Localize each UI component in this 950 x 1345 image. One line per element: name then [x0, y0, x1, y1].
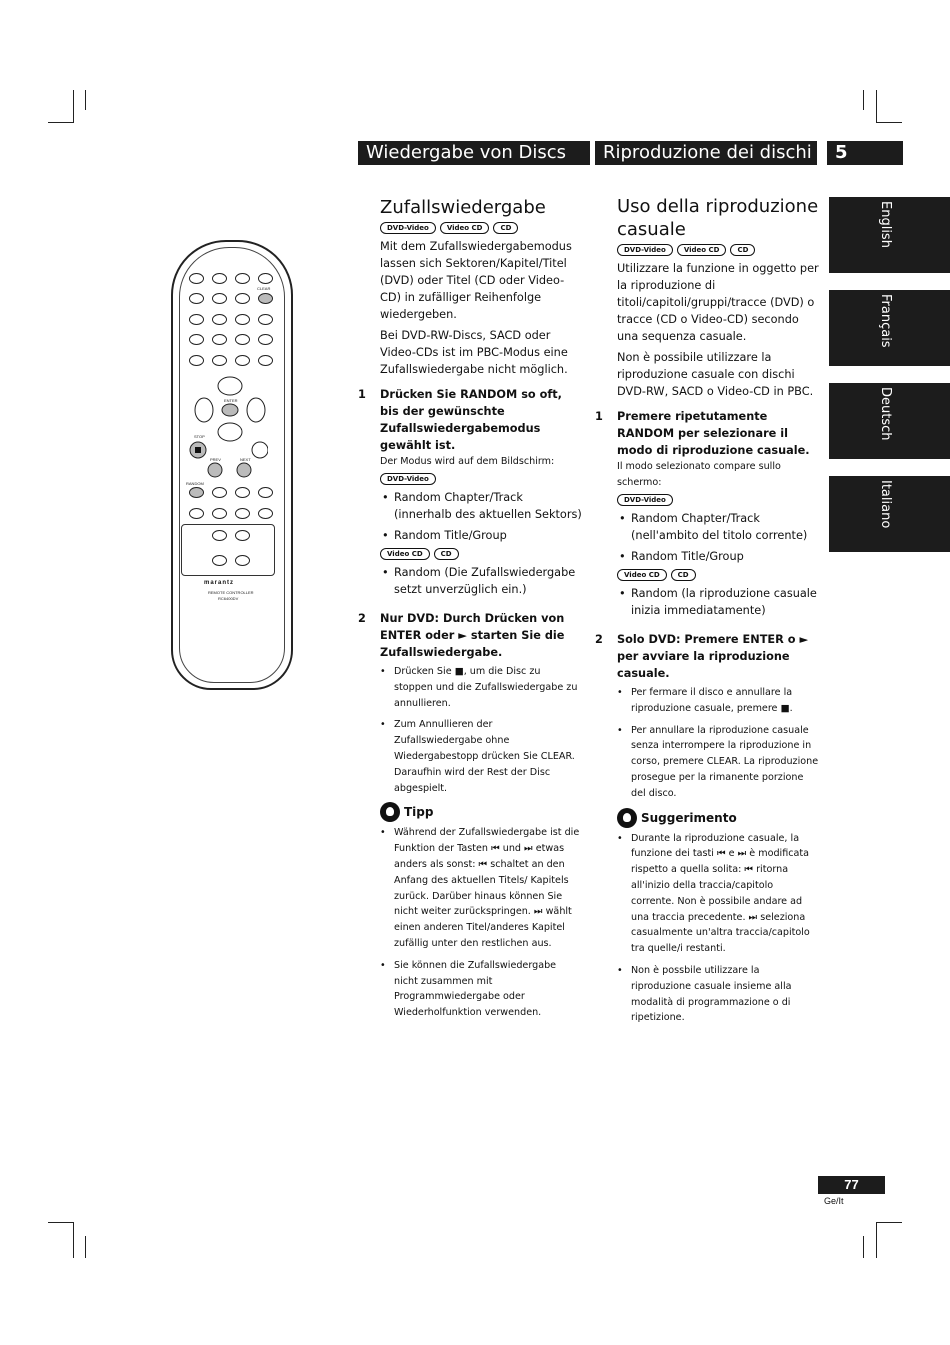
remote-button — [235, 293, 250, 304]
list-item: • Random Title/Group — [380, 527, 582, 544]
list-item: • Random Chapter/Track (innerhalb des aktuellen Sektors) — [380, 489, 582, 523]
remote-button — [212, 487, 227, 498]
lightbulb-icon — [380, 802, 400, 822]
remote-clear-label: CLEAR — [257, 286, 271, 291]
remote-button — [258, 334, 273, 345]
crop-mark — [48, 122, 74, 123]
italian-title: Uso della riproduzione casuale — [617, 196, 819, 240]
remote-button — [258, 487, 273, 498]
remote-button — [189, 355, 204, 366]
list-item: • Per fermare il disco e annullare la riproduzione casuale, premere ■. — [617, 685, 819, 717]
german-tip-heading: Tipp — [380, 802, 582, 822]
remote-button — [235, 273, 250, 284]
crop-mark — [876, 1222, 902, 1223]
italian-intro-1: Utilizzare la funzione in oggetto per la riproduzione di titoli/capitoli/gruppi/tracce (DVD) o tracce (CD o Video-CD) secondo una sequenza casuale. — [617, 262, 819, 343]
list-item: • Während der Zufallswiedergabe ist die Funktion der Tasten ⏮ und ⏭ etwas anders als sonst: ⏮ schaltet an den Anfang des aktuellen Titels/ Kapitels zurück. Darüber hinaus können Sie nicht weiter zurückspringen. ⏭ wählt einen anderen Titel/anderes Kapitel zufällig unter den restlichen aus. — [380, 825, 582, 951]
italian-badges — [617, 244, 819, 256]
crop-mark — [73, 1222, 74, 1258]
badge-video-cd: Video CD — [380, 548, 430, 560]
badge-cd: CD — [671, 569, 696, 581]
remote-button — [189, 314, 204, 325]
german-intro-1: Mit dem Zufallswiedergabemodus lassen sich Sektoren/Kapitel/Titel (DVD) oder Titel (CD oder Video-CD) in zufälliger Reihenfolge wiedergeben. — [380, 240, 572, 321]
list-item: • Drücken Sie ■, um die Disc zu stoppen und die Zufallswiedergabe zu annullieren. — [380, 664, 582, 711]
badge-video-cd: Video CD — [617, 569, 667, 581]
italian-step-1-note: Il modo selezionato compare sullo schermo: — [617, 461, 781, 488]
remote-button — [212, 334, 227, 345]
chapter-number: 5 — [827, 141, 903, 165]
badge-video-cd: Video CD — [677, 244, 727, 256]
crop-mark — [876, 122, 902, 123]
remote-button — [212, 508, 227, 519]
remote-button — [258, 293, 273, 304]
german-badges — [380, 222, 582, 234]
remote-button — [235, 487, 250, 498]
italian-intro-2: Non è possibile utilizzare la riproduzione casuale con dischi DVD-RW, SACD o Video-CD in PBC. — [617, 351, 814, 398]
remote-button — [258, 355, 273, 366]
remote-stop-label: STOP — [194, 434, 205, 439]
crop-mark — [85, 1236, 86, 1258]
remote-next-label: NEXT — [240, 457, 251, 462]
remote-prev-label: PREV — [210, 457, 221, 462]
lightbulb-icon — [617, 808, 637, 828]
remote-button — [235, 334, 250, 345]
italian-step-2: 2 Solo DVD: Premere ENTER o ► per avviare la riproduzione casuale. — [595, 633, 809, 680]
list-item: • Zum Annullieren der Zufallswiedergabe ohne Wiedergabestopp drücken Sie CLEAR. Daraufhin wird der Rest der Disc abgespielt. — [380, 717, 582, 796]
crop-mark — [876, 90, 877, 122]
remote-lower-panel — [181, 524, 275, 576]
crop-mark — [876, 1222, 877, 1258]
page-language-code: Ge/It — [824, 1196, 844, 1206]
german-intro-2: Bei DVD-RW-Discs, SACD oder Video-CDs ist im PBC-Modus eine Zufallswiedergabe nicht möglich. — [380, 329, 568, 376]
remote-button — [189, 334, 204, 345]
german-column — [358, 196, 582, 1027]
page-number: 77 — [818, 1176, 885, 1194]
german-title: Zufallswiedergabe — [380, 197, 546, 218]
remote-enter-label: ENTER — [224, 398, 238, 403]
remote-button — [189, 487, 204, 498]
crop-mark — [73, 90, 74, 122]
tab-english: English — [829, 197, 950, 273]
remote-button — [235, 314, 250, 325]
remote-model-line2: RC6400DV — [218, 596, 239, 601]
remote-brand: marantz — [204, 580, 235, 586]
header-title-german: Wiedergabe von Discs — [358, 141, 590, 165]
german-step-1-note: Der Modus wird auf dem Bildschirm: — [380, 456, 555, 467]
german-step-1: 1 Drücken Sie RANDOM so oft, bis der gewünschte Zufallswiedergabemodus gewählt ist. Der Modus wird auf dem Bildschirm: — [358, 386, 582, 470]
remote-button — [189, 293, 204, 304]
badge-cd: CD — [730, 244, 755, 256]
crop-mark — [863, 1236, 864, 1258]
badge-dvd-video: DVD-Video — [380, 473, 436, 485]
remote-model-line1: REMOTE CONTROLLER — [208, 590, 254, 595]
tab-italiano: Italiano — [829, 476, 950, 552]
remote-button — [212, 273, 227, 284]
remote-button — [235, 355, 250, 366]
list-item: • Random (Die Zufallswiedergabe setzt unverzüglich ein.) — [380, 564, 582, 598]
badge-dvd-video: DVD-Video — [617, 244, 673, 256]
italian-column — [595, 195, 819, 1032]
remote-button — [189, 273, 204, 284]
remote-button — [212, 293, 227, 304]
badge-dvd-video: DVD-Video — [380, 222, 436, 234]
badge-dvd-video: DVD-Video — [617, 494, 673, 506]
german-step-2: 2 Nur DVD: Durch Drücken von ENTER oder ► starten Sie die Zufallswiedergabe. — [358, 612, 565, 659]
italian-step-1: 1 Premere ripetutamente RANDOM per selezionare il modo di riproduzione casuale. Il modo selezionato compare sullo schermo: — [595, 408, 819, 491]
remote-button — [258, 314, 273, 325]
badge-video-cd: Video CD — [440, 222, 490, 234]
remote-button — [258, 508, 273, 519]
list-item: • Sie können die Zufallswiedergabe nicht zusammen mit Programmwiedergabe oder Wiederholfunktion verwenden. — [380, 958, 582, 1021]
remote-random-label: RANDOM — [186, 481, 204, 486]
remote-button — [212, 355, 227, 366]
tab-francais: Français — [829, 290, 950, 366]
header-title-italian: Riproduzione dei dischi — [595, 141, 817, 165]
remote-transport-buttons — [188, 440, 268, 480]
list-item: • Per annullare la riproduzione casuale senza interrompere la riproduzione in corso, premere CLEAR. La riproduzione prosegue per la rimanente porzione del disco. — [617, 723, 819, 802]
remote-button — [258, 273, 273, 284]
remote-button — [212, 314, 227, 325]
list-item: • Durante la riproduzione casuale, la funzione dei tasti ⏮ e ⏭ è modificata rispetto a quella solita: ⏮ ritorna all'inizio della traccia/capitolo corrente. Non è possibile andare ad una traccia precedente. ⏭ seleziona casualmente un'altra traccia/capitolo tra quelle/i restanti. — [617, 831, 819, 957]
badge-cd: CD — [434, 548, 459, 560]
crop-mark — [863, 90, 864, 110]
list-item: • Random Title/Group — [617, 548, 819, 565]
list-item: • Non è possbile utilizzare la riproduzione casuale insieme alla modalità di programmazione o di ripetizione. — [617, 963, 819, 1026]
crop-mark — [48, 1222, 74, 1223]
list-item: • Random (la riproduzione casuale inizia immediatamente) — [617, 585, 819, 619]
crop-mark — [85, 90, 86, 110]
list-item: • Random Chapter/Track (nell'ambito del titolo corrente) — [617, 510, 819, 544]
italian-tip-heading: Suggerimento — [617, 808, 819, 828]
tab-deutsch: Deutsch — [829, 383, 950, 459]
badge-cd: CD — [493, 222, 518, 234]
remote-button — [235, 508, 250, 519]
remote-button — [189, 508, 204, 519]
